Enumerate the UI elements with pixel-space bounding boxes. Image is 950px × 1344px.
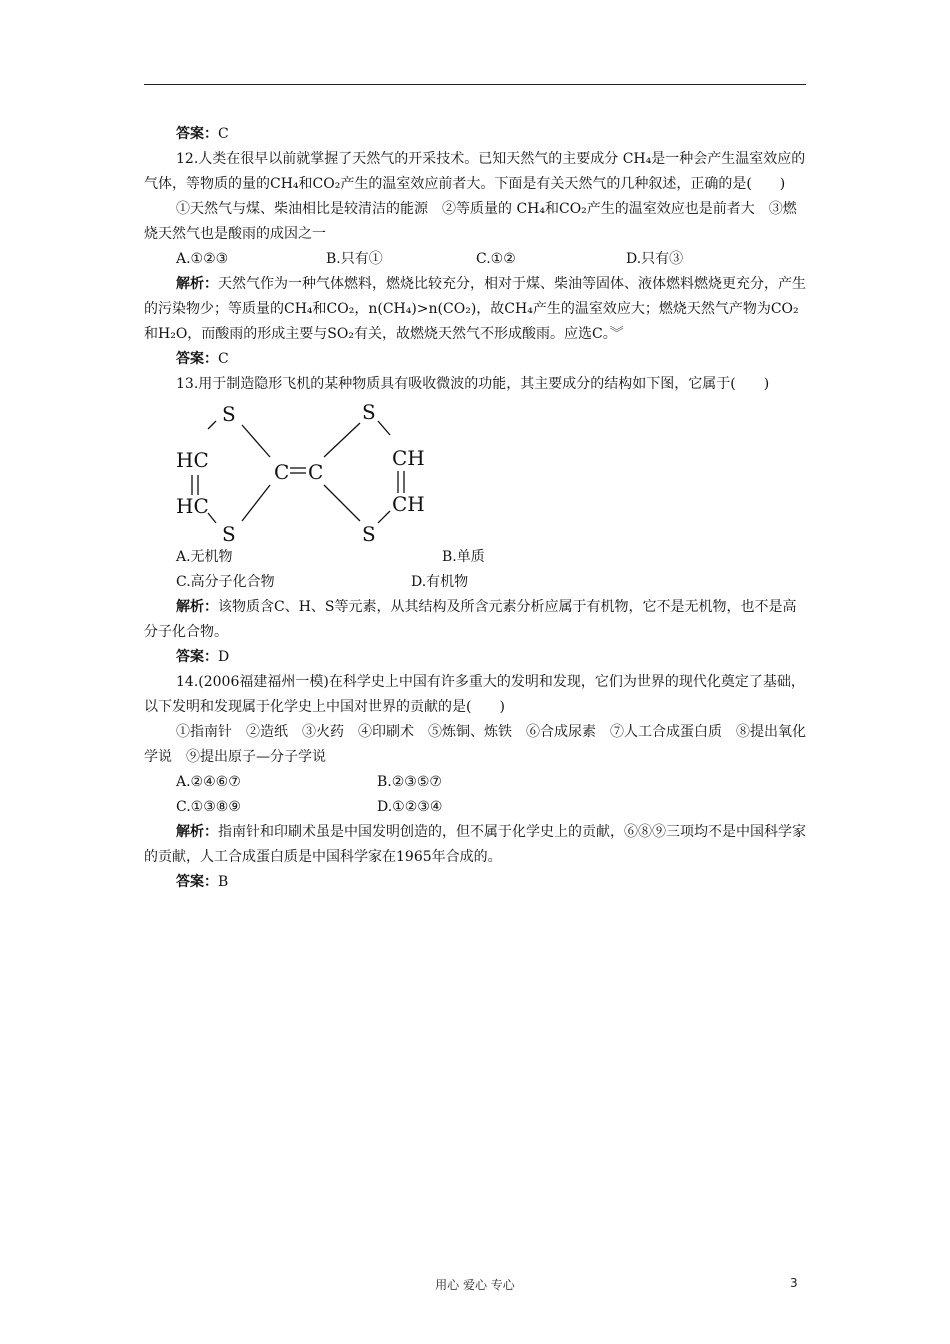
q14-analysis: 解析：指南针和印刷术虽是中国发明创造的，但不属于化学史上的贡献，⑥⑧⑨三项均不是中国科学家的贡献，人工合成蛋白质是中国科学家在1965年合成的。 xyxy=(144,824,806,865)
q12-options xyxy=(144,247,806,272)
q12-option-b: B.只有① xyxy=(326,251,383,267)
q12-option-d: D.只有③ xyxy=(626,251,684,267)
atom-c-right: C xyxy=(308,460,324,484)
page-number: 3 xyxy=(790,1276,798,1290)
q12-statements: ①天然气与煤、柴油相比是较清洁的能源 ②等质量的 CH₄和CO₂产生的温室效应也是前者大 ③燃烧天然气也是酸雨的成因之一 xyxy=(144,201,797,242)
q14-stem: 14.(2006福建福州一模)在科学史上中国有许多重大的发明和发现，它们为世界的现代化奠定了基础，以下发明和发现属于化学史上中国对世界的贡献的是( ) xyxy=(144,674,805,715)
q13-options-row2 xyxy=(144,570,806,595)
q13-option-a: A.无机物 xyxy=(176,549,233,565)
document-body xyxy=(144,122,806,895)
q12-stem: 12.人类在很早以前就掌握了天然气的开采技术。已知天然气的主要成分 CH₄是一种会产生温室效应的气体，等物质的量的CH₄和CO₂产生的温室效应前者大。下面是有关天然气的几种叙述，正确的是( ) xyxy=(144,151,806,192)
q13-answer: 答案：D xyxy=(176,649,230,665)
q14-option-b: B.②③⑤⑦ xyxy=(377,774,442,790)
atom-ch-upper: CH xyxy=(392,446,425,470)
atom-s-top-right: S xyxy=(362,400,376,424)
atom-hc-upper: HC xyxy=(176,448,209,472)
q14-items: ①指南针 ②造纸 ③火药 ④印刷术 ⑤炼铜、炼铁 ⑥合成尿素 ⑦人工合成蛋白质 ⑧提出氧化学说 ⑨提出原子—分子学说 xyxy=(144,724,806,765)
q13-stem: 13.用于制造隐形飞机的某种物质具有吸收微波的功能，其主要成分的结构如下图，它属于( ) xyxy=(176,376,770,392)
atom-hc-lower: HC xyxy=(176,494,209,518)
q14-options-row2 xyxy=(144,795,806,820)
header-rule xyxy=(144,84,806,85)
q12-option-c: C.①② xyxy=(476,251,516,267)
q13-option-b: B.单质 xyxy=(442,549,485,565)
q14-option-a: A.②④⑥⑦ xyxy=(176,774,241,790)
q14-options-row1 xyxy=(144,770,806,795)
q14-option-c: C.①③⑧⑨ xyxy=(176,799,241,815)
atom-ch-lower: CH xyxy=(392,492,425,516)
tetrathiafulvalene-structure xyxy=(172,399,432,545)
atom-c-left: C xyxy=(274,460,290,484)
q12-analysis: 解析：天然气作为一种气体燃料，燃烧比较充分，相对于煤、柴油等固体、液体燃料燃烧更充分，产生的污染物少；等质量的CH₄和CO₂，n(CH₄)>n(CO₂)，故CH₄产生的温室效应大；燃烧天然气产物为CO₂和H₂O，而酸雨的形成主要与SO₂有关，故燃烧天然气不形成酸雨。应选C。︾ xyxy=(144,276,806,342)
atom-s-bottom-right: S xyxy=(362,522,376,545)
q13-structure-diagram xyxy=(144,399,806,545)
q14-option-d: D.①②③④ xyxy=(377,799,443,815)
q12-option-a: A.①②③ xyxy=(176,251,229,267)
q13-option-c: C.高分子化合物 xyxy=(176,574,275,590)
atom-s-top-left: S xyxy=(222,402,236,426)
q13-analysis: 解析：该物质含C、H、S等元素，从其结构及所含元素分析应属于有机物，它不是无机物，也不是高分子化合物。 xyxy=(144,599,797,640)
bonds xyxy=(192,421,404,523)
answer-11: 答案：C xyxy=(176,126,229,142)
q14-answer: 答案：B xyxy=(176,874,229,890)
q12-answer: 答案：C xyxy=(176,351,229,367)
q13-option-d: D.有机物 xyxy=(411,574,469,590)
q13-options-row1 xyxy=(144,545,806,570)
atom-s-bottom-left: S xyxy=(222,522,236,545)
page-footer: 用心 爱心 专心 xyxy=(435,1278,515,1292)
